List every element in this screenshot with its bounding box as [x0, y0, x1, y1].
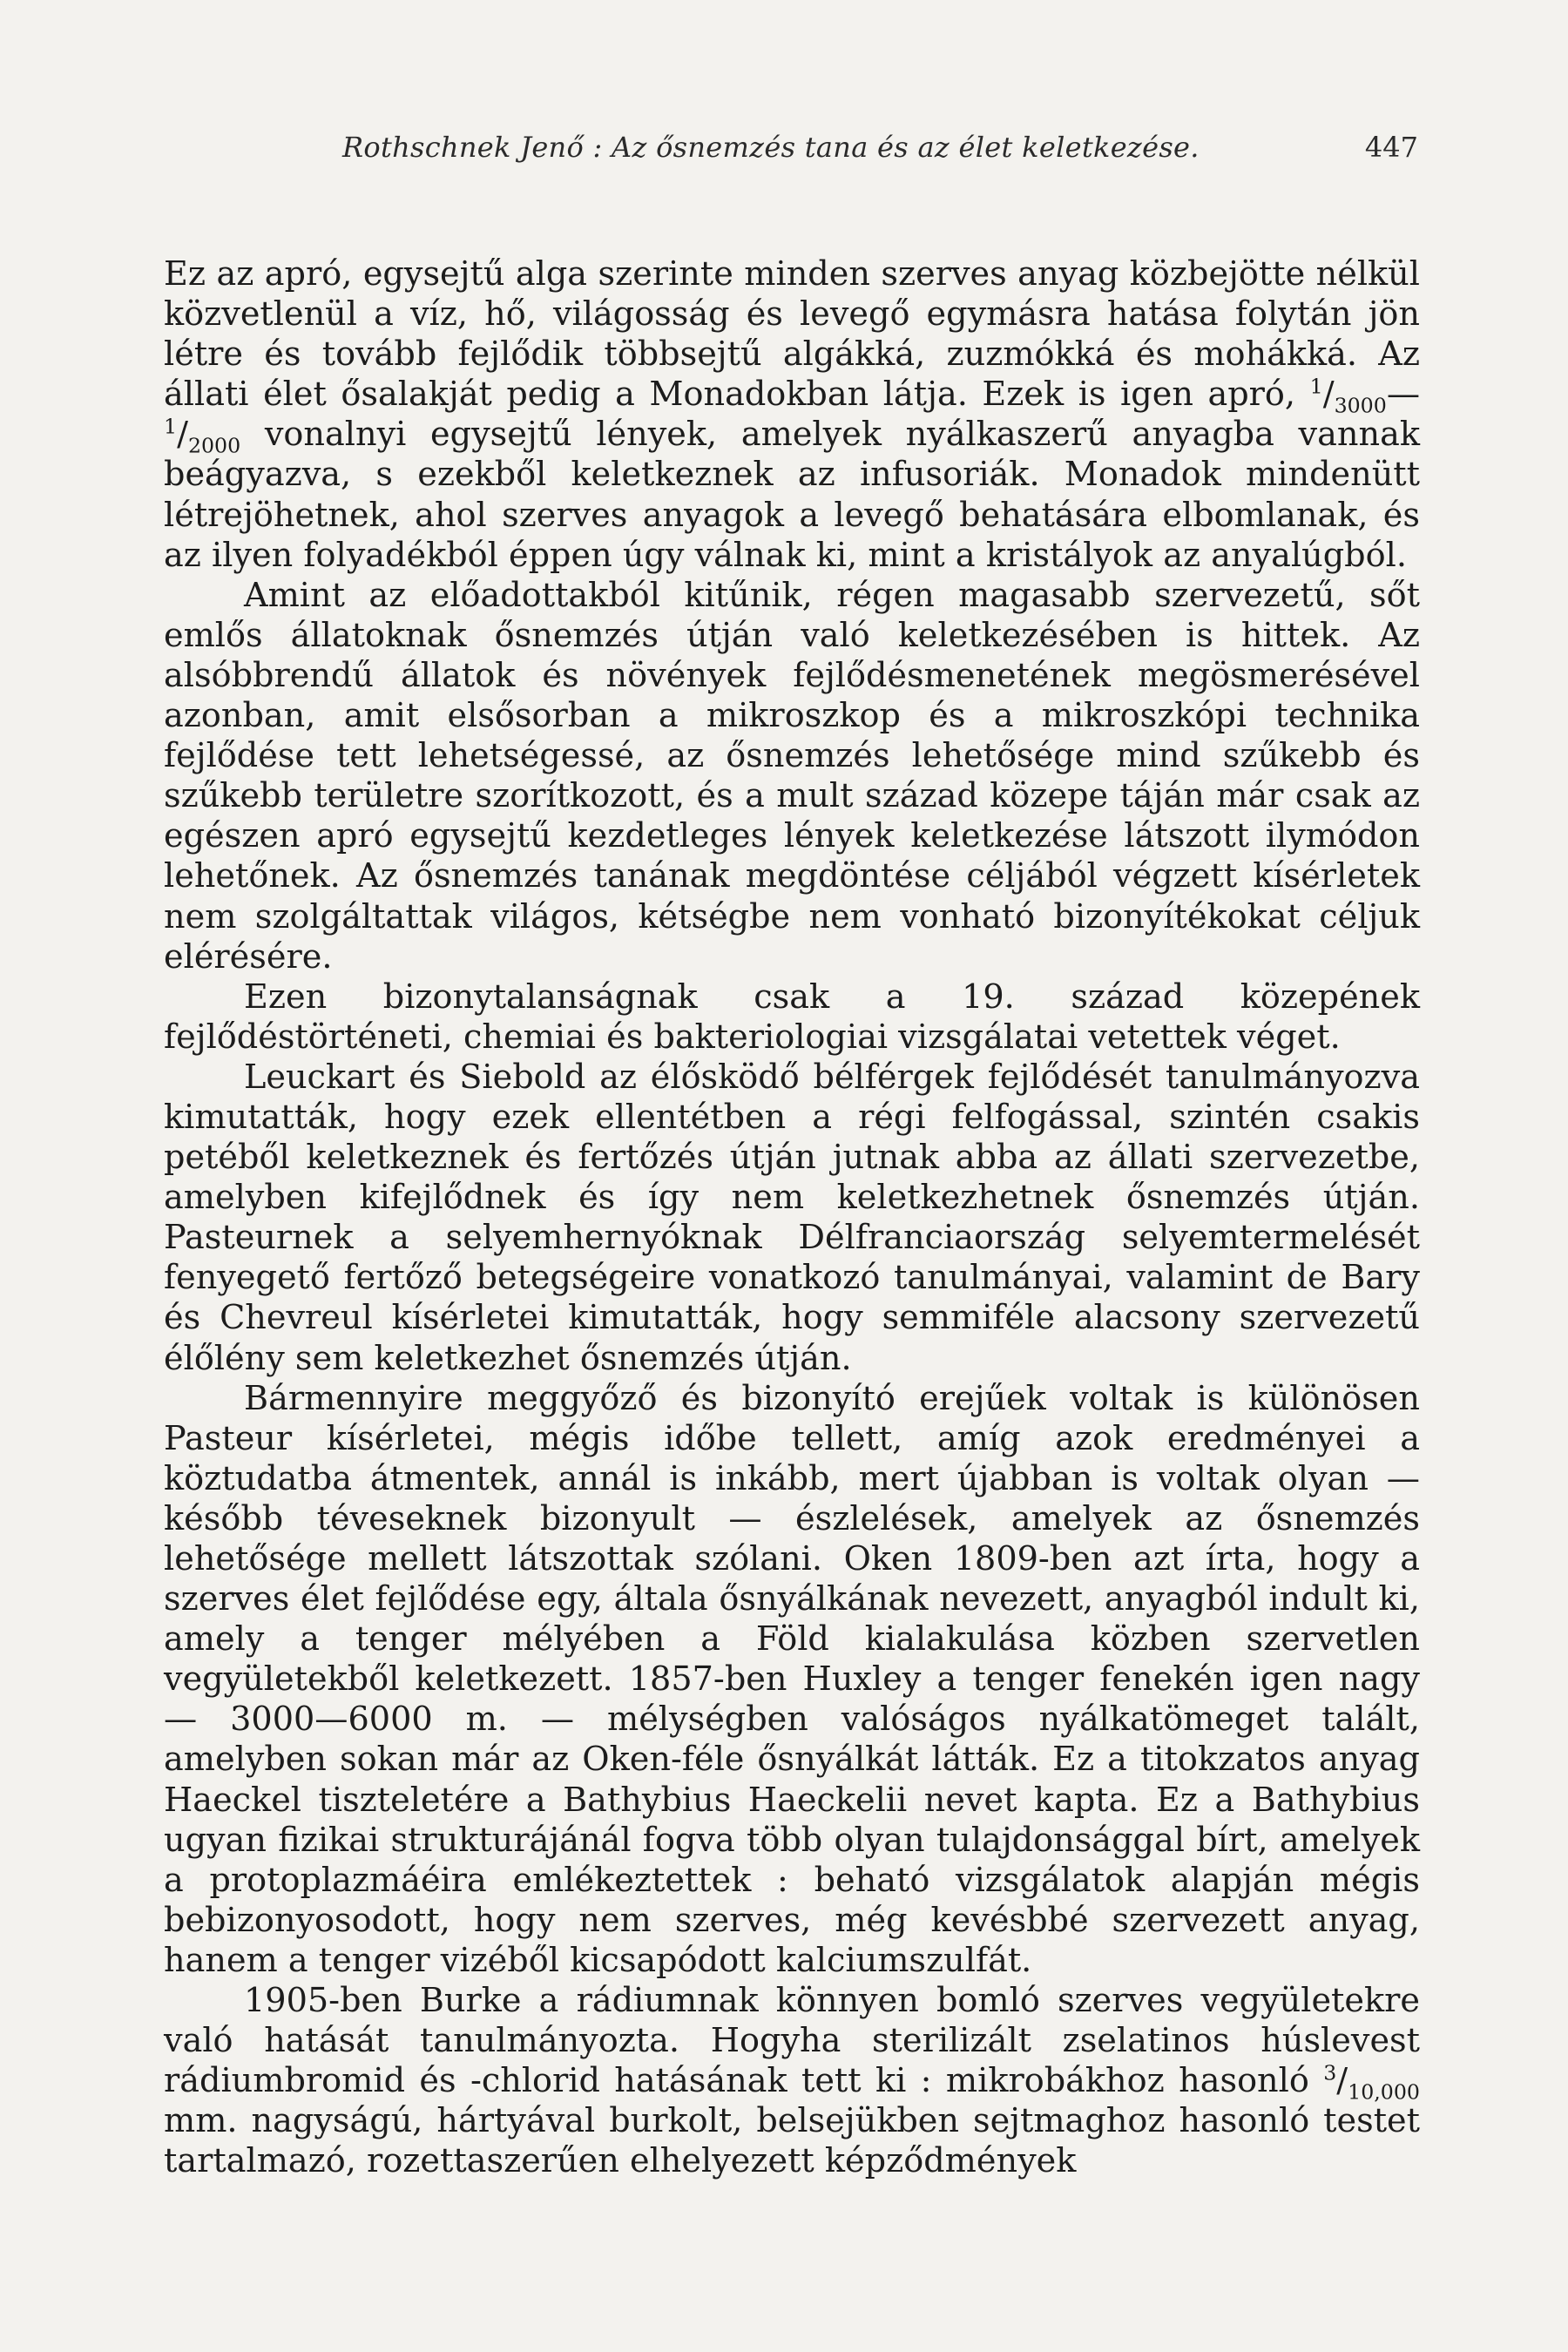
page-number: 447 [1364, 131, 1418, 164]
paragraph: Leuckart és Siebold az élősködő bélférgek fejlődését tanulmányozva kimutatták, hogy ezek ellentétben a régi felfogással, szintén csakis petéből keletkeznek és fertőzés útján jutnak abba az állati szervezetbe, amelyben kifejlődnek és így nem keletkezhetnek ősnemzés útján. Pasteurnek a selyemhernyóknak Délfranciaország selyemtermelését fenyegető fertőző betegségeire vonatkozó tanulmányai, valamint de Bary és Chevreul kísérletei kimutatták, hogy semmiféle alacsony szervezetű élőlény sem keletkezhet ősnemzés útján. [164, 1058, 1420, 1378]
paragraph: Bármennyire meggyőző és bizonyító erejűek voltak is különösen Pasteur kísérletei, mégis időbe tellett, amíg azok eredményei a köztudatba átmentek, annál is inkább, mert újabban is voltak olyan — később téveseknek bizonyult — észlelések, amelyek az ősnemzés lehetősége mellett látszottak szólani. Oken 1809-ben azt írta, hogy a szerves élet fejlődése egy, általa ősnyálkának nevezett, anyagból indult ki, amely a tenger mélyében a Föld kialakulása közben szervetlen vegyületekből keletkezett. 1857-ben Huxley a tenger fenekén igen nagy — 3000—6000 m. — mélységben valóságos nyálkatömeget talált, amelyben sokan már az Oken-féle ősnyálkát látták. Ez a titokzatos anyag Haeckel tiszteletére a Bathybius Haeckelii nevet kapta. Ez a Bathybius ugyan fizikai strukturájánál fogva több olyan tulajdonsággal bírt, amelyek a protoplazmáéira emlékeztettek : beható vizsgálatok alapján mégis bebizonyosodott, hogy nem szerves, még kevésbbé szervezett anyag, hanem a tenger vizéből kicsapódott kalciumszulfát. [164, 1379, 1420, 1980]
paragraph: Amint az előadottakból kitűnik, régen magasabb szervezetű, sőt emlős állatoknak ősnemzés útján való keletkezésében is hittek. Az alsóbbrendű állatok és növények fejlődésmenetének megösmerésével azonban, amit elsősorban a mikroszkop és a mikroszkópi technika fejlődése tett lehetségessé, az ősnemzés lehetősége mind szűkebb és szűkebb területre szorítkozott, és a mult század közepe táján már csak az egészen apró egysejtű kezdetleges lények keletkezése látszott ilymódon lehetőnek. Az ősnemzés tanának megdöntése céljából végzett kísérletek nem szolgáltattak világos, kétségbe nem vonható bizonyítékokat céljuk elérésére. [164, 576, 1420, 977]
running-title: Rothschnek Jenő : Az ősnemzés tana és az élet keletkezése. [342, 131, 1200, 164]
page-header [342, 131, 1418, 174]
paragraph: 1905-ben Burke a rádiumnak könnyen bomló szerves vegyületekre való hatását tanulmányozta. Hogyha sterilizált zselatinos húslevest rádiumbromid és -chlorid hatásának tett ki : mikrobákhoz hasonló $^3/_{10,000}$ mm. nagyságú, hártyával burkolt, belsejükben sejtmaghoz hasonló testet tartalmazó, rozettaszerűen elhelyezett képződmények [164, 1982, 1420, 2181]
paragraph: Ezen bizonytalanságnak csak a 19. század közepének fejlődéstörténeti, chemiai és bakteriologiai vizsgálatai vetettek véget. [164, 977, 1420, 1057]
paragraph: Ez az apró, egysejtű alga szerinte minden szerves anyag közbejötte nélkül közvetlenül a víz, hő, világosság és levegő egymásra hatása folytán jön létre és tovább fejlődik többsejtű algákká, zuzmókká és mohákká. Az állati élet ősalakját pedig a Monadokban látja. Ezek is igen apró, $^1/_{3000}—^1/_{2000}$ vonalnyi egysejtű lények, amelyek nyálkaszerű anyagba vannak beágyazva, s ezekből keletkeznek az infusoriák. Monadok mindenütt létrejöhetnek, ahol szerves anyagok a levegő behatására elbomlanak, és az ilyen folyadékból éppen úgy válnak ki, mint a kristályok az anyalúgból. [164, 255, 1420, 575]
body-text [164, 254, 1420, 2182]
